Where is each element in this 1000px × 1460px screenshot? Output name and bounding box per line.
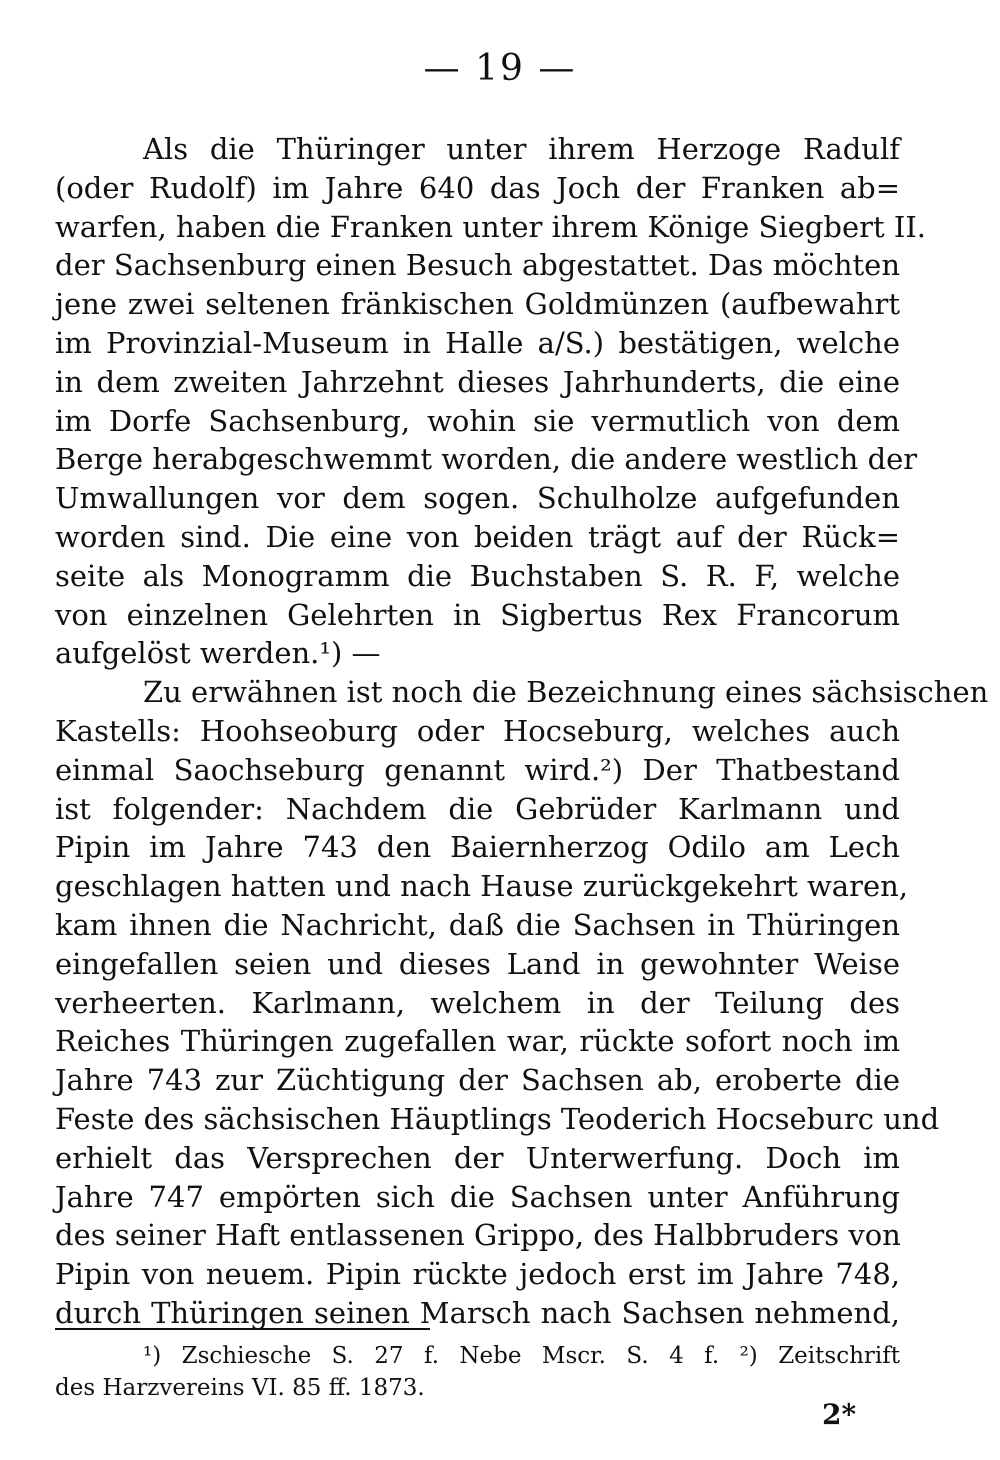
text-line: geschlagen hatten und nach Hause zurückgekehrt waren, (55, 869, 909, 904)
footnote-divider (55, 1328, 430, 1330)
text-line: Als die Thüringer unter ihrem Herzoge Radulf (143, 132, 900, 166)
text-line: Pipin von neuem. Pipin rückte jedoch erst im Jahre 748, (55, 1257, 900, 1292)
text-line: worden sind. Die eine von beiden trägt auf der Rück= (55, 519, 900, 554)
footnote-line: des Harzvereins VI. 85 ff. 1873. (55, 1375, 425, 1401)
text-line: von einzelnen Gelehrten in Sigbertus Rex Francorum (55, 597, 900, 632)
text-line: in dem zweiten Jahrzehnt dieses Jahrhunderts, die eine (55, 364, 900, 399)
text-line: Zu erwähnen ist noch die Bezeichnung eines sächsischen (143, 675, 989, 710)
text-line: jene zwei seltenen fränkischen Goldmünzen (aufbewahrt (55, 287, 900, 322)
text-line: kam ihnen die Nachricht, daß die Sachsen in Thüringen (55, 907, 900, 942)
text-line: durch Thüringen seinen Marsch nach Sachsen nehmend, (55, 1295, 900, 1330)
text-line: der Sachsenburg einen Besuch abgestattet. Das möchten (55, 248, 900, 283)
footnote-line: ¹) Zschiesche S. 27 f. Nebe Mscr. S. 4 f. ²) Zeitschrift (143, 1343, 900, 1369)
signature-mark: 2* (822, 1398, 857, 1431)
text-line: im Dorfe Sachsenburg, wohin sie vermutlich von dem (55, 403, 900, 438)
text-line: erhielt das Versprechen der Unterwerfung. Doch im (55, 1140, 900, 1175)
footnotes (55, 1340, 900, 1404)
text-line: eingefallen seien und dieses Land in gewohnter Weise (55, 946, 900, 981)
text-line: im Provinzial-Museum in Halle a/S.) bestätigen, welche (55, 325, 900, 360)
text-line: Berge herabgeschwemmt worden, die andere westlich der (55, 442, 918, 477)
text-line: Jahre 743 zur Züchtigung der Sachsen ab, eroberte die (55, 1063, 900, 1098)
text-line: Reiches Thüringen zugefallen war, rückte sofort noch im (55, 1024, 900, 1059)
body-text (55, 130, 989, 1333)
text-line: verheerten. Karlmann, welchem in der Teilung des (55, 985, 900, 1020)
text-line: des seiner Haft entlassenen Grippo, des Halbbruders von (55, 1218, 901, 1253)
text-line: Kastells: Hoohseoburg oder Hocseburg, welches auch (55, 713, 900, 748)
text-line: Pipin im Jahre 743 den Baiernherzog Odilo am Lech (55, 830, 900, 865)
text-line: Feste des sächsischen Häuptlings Teoderich Hocseburc und (55, 1101, 940, 1136)
text-line: Umwallungen vor dem sogen. Schulholze aufgefunden (55, 481, 900, 516)
text-line: ist folgender: Nachdem die Gebrüder Karlmann und (55, 791, 900, 826)
text-line: seite als Monogramm die Buchstaben S. R. F, welche (55, 558, 900, 593)
text-line: Jahre 747 empörten sich die Sachsen unter Anführung (55, 1179, 900, 1214)
text-line: einmal Saochseburg genannt wird.²) Der Thatbestand (55, 752, 900, 787)
text-line: (oder Rudolf) im Jahre 640 das Joch der Franken ab= (55, 170, 900, 205)
text-line: warfen, haben die Franken unter ihrem Könige Siegbert II. (55, 209, 927, 244)
page-number: — 19 — (423, 48, 577, 89)
text-line: aufgelöst werden.¹) — (55, 636, 381, 671)
